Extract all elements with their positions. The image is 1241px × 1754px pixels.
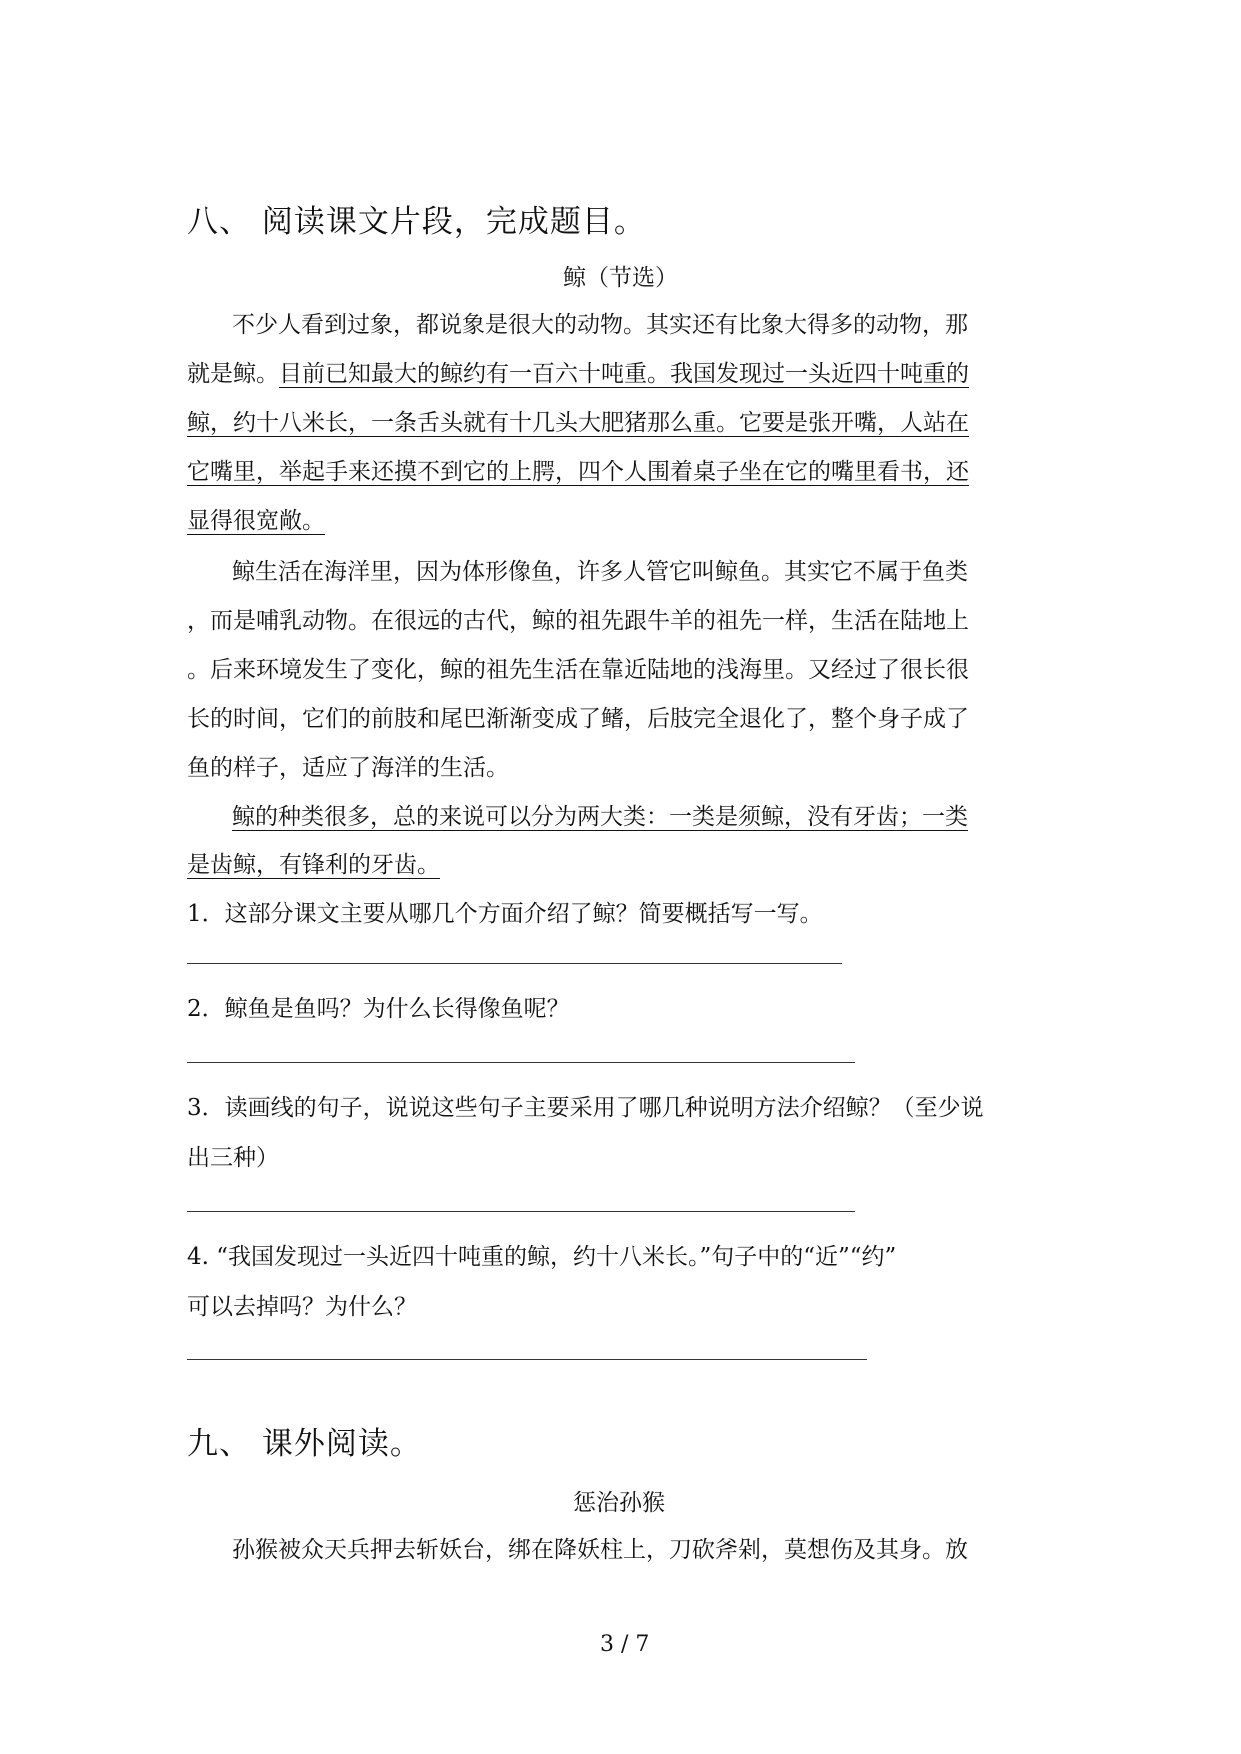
question-1: 1．这部分课文主要从哪几个方面介绍了鲸？简要概括写一写。: [187, 901, 823, 927]
passage-line: ，而是哺乳动物。在很远的古代，鲸的祖先跟牛羊的祖先一样，生活在陆地上: [187, 608, 969, 634]
question-3-cont: 出三种）: [187, 1145, 279, 1171]
passage-title-whale: 鲸（节选）: [563, 265, 678, 291]
passage-line: 不少人看到过象，都说象是很大的动物。其实还有比象大得多的动物，那: [232, 312, 968, 338]
question-4-cont: 可以去掉吗？为什么？: [187, 1294, 417, 1320]
answer-line-1[interactable]: [187, 963, 842, 964]
passage-line: 长的时间，它们的前肢和尾巴渐渐变成了鳍，后肢完全退化了，整个身子成了: [187, 706, 969, 732]
underlined-sentence: 是齿鲸，有锋利的牙齿。: [187, 852, 440, 878]
underlined-sentence: 鲸的种类很多，总的来说可以分为两大类：一类是须鲸，没有牙齿；一类: [232, 804, 968, 830]
underlined-sentence: 显得很宽敞。: [187, 508, 325, 534]
question-3: 3．读画线的句子，说说这些句子主要采用了哪几种说明方法介绍鲸？（至少说: [187, 1095, 984, 1121]
answer-line-3[interactable]: [187, 1211, 855, 1212]
passage-line: 。后来环境发生了变化，鲸的祖先生活在靠近陆地的浅海里。又经过了很长很: [187, 657, 969, 683]
passage-line: 鱼的样子，适应了海洋的生活。: [187, 755, 509, 781]
passage-text: 就是鲸。: [187, 361, 279, 387]
section-9-title: 九、 课外阅读。: [187, 1426, 422, 1462]
passage-title-monkey: 惩治孙猴: [573, 1490, 665, 1516]
passage-line: [187, 355, 969, 388]
page-number: 3 / 7: [600, 1632, 650, 1657]
section-8-title: 八、 阅读课文片段，完成题目。: [187, 204, 646, 240]
question-2: 2．鲸鱼是鱼吗？为什么长得像鱼呢？: [187, 996, 570, 1022]
passage-line: 鲸生活在海洋里，因为体形像鱼，许多人管它叫鲸鱼。其实它不属于鱼类: [232, 559, 968, 585]
underlined-sentence: 鲸，约十八米长，一条舌头就有十几头大肥猪那么重。它要是张开嘴，人站在: [187, 410, 969, 436]
passage-line: 孙猴被众天兵押去斩妖台，绑在降妖柱上，刀砍斧剁，莫想伤及其身。放: [232, 1537, 968, 1563]
underlined-sentence: 目前已知最大的鲸约有一百六十吨重。我国发现过一头近四十吨重的: [279, 361, 969, 387]
answer-line-2[interactable]: [187, 1062, 855, 1063]
question-4: 4. “我国发现过一头近四十吨重的鲸，约十八米长。”句子中的“近”“约”: [187, 1244, 897, 1270]
answer-line-4[interactable]: [187, 1359, 867, 1360]
underlined-sentence: 它嘴里，举起手来还摸不到它的上腭，四个人围着桌子坐在它的嘴里看书，还: [187, 459, 969, 485]
